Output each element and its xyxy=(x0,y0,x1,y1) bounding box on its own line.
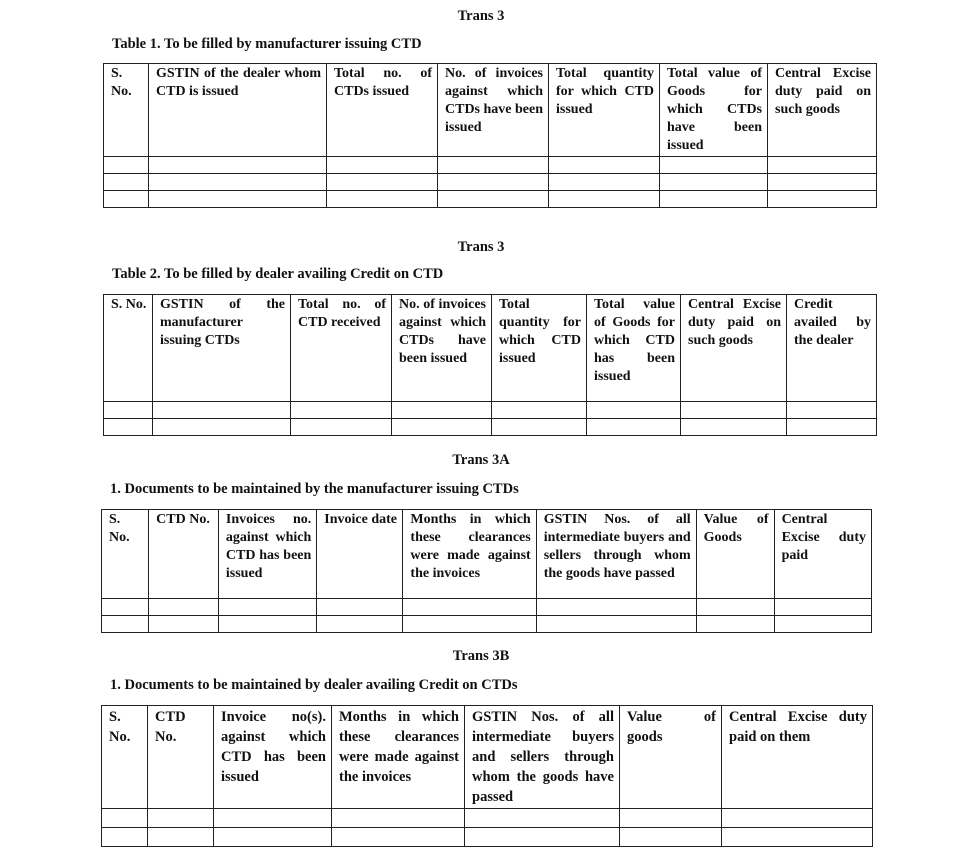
table-cell[interactable] xyxy=(660,174,768,191)
table-cell[interactable] xyxy=(620,828,722,847)
table-cell[interactable] xyxy=(660,191,768,208)
trans-3-heading-2: Trans 3 xyxy=(457,239,505,255)
table-cell[interactable] xyxy=(327,191,438,208)
table-cell[interactable] xyxy=(317,599,403,616)
trans-3a-caption: 1. Documents to be maintained by the manufacturer issuing CTDs xyxy=(110,481,519,497)
table-row xyxy=(102,809,873,828)
table-cell[interactable] xyxy=(104,402,153,419)
table-cell[interactable] xyxy=(102,828,148,847)
column-header: GSTIN Nos. of all intermediate buyers and sellers through whom the goods have passed xyxy=(536,510,696,599)
table-cell[interactable] xyxy=(774,599,871,616)
table-cell[interactable] xyxy=(787,402,877,419)
table-header-row xyxy=(104,64,877,157)
table-cell[interactable] xyxy=(392,419,492,436)
table-row xyxy=(104,157,877,174)
table-cell[interactable] xyxy=(104,419,153,436)
table-cell[interactable] xyxy=(214,828,332,847)
table-row xyxy=(104,419,877,436)
table-row xyxy=(104,174,877,191)
column-header: Months in which these clearances were made against the invoices xyxy=(332,706,465,809)
column-header: Value of goods xyxy=(620,706,722,809)
column-header: Total no. of CTDs issued xyxy=(327,64,438,157)
table-row xyxy=(102,616,872,633)
trans-3b-caption: 1. Documents to be maintained by dealer availing Credit on CTDs xyxy=(110,677,518,693)
table-cell[interactable] xyxy=(149,599,219,616)
column-header: GSTIN Nos. of all intermediate buyers and sellers through whom the goods have passed xyxy=(465,706,620,809)
table-cell[interactable] xyxy=(332,828,465,847)
table-cell[interactable] xyxy=(403,616,536,633)
table-cell[interactable] xyxy=(465,828,620,847)
column-header: Total quantity for which CTD issued xyxy=(549,64,660,157)
table-cell[interactable] xyxy=(492,419,587,436)
column-header: S. No. xyxy=(104,295,153,402)
table-cell[interactable] xyxy=(681,419,787,436)
table-3a xyxy=(101,509,872,633)
column-header: No. of invoices against which CTDs have been issued xyxy=(392,295,492,402)
table-cell[interactable] xyxy=(291,402,392,419)
column-header: Central Excise duty paid on them xyxy=(722,706,873,809)
column-header: S. No. xyxy=(104,64,149,157)
table-1-caption: Table 1. To be filled by manufacturer issuing CTD xyxy=(112,36,422,52)
table-cell[interactable] xyxy=(722,809,873,828)
table-cell[interactable] xyxy=(438,157,549,174)
column-header: GSTIN of the dealer whom CTD is issued xyxy=(149,64,327,157)
table-cell[interactable] xyxy=(465,809,620,828)
table-row xyxy=(102,599,872,616)
table-cell[interactable] xyxy=(492,402,587,419)
table-cell[interactable] xyxy=(218,616,316,633)
column-header: No. of invoices against which CTDs have been issued xyxy=(438,64,549,157)
table-cell[interactable] xyxy=(660,157,768,174)
table-cell[interactable] xyxy=(768,174,877,191)
table-cell[interactable] xyxy=(149,174,327,191)
table-cell[interactable] xyxy=(327,157,438,174)
column-header: Months in which these clearances were made against the invoices xyxy=(403,510,536,599)
column-header: Value of Goods xyxy=(696,510,774,599)
table-header-row xyxy=(104,295,877,402)
table-cell[interactable] xyxy=(774,616,871,633)
table-cell[interactable] xyxy=(438,174,549,191)
table-cell[interactable] xyxy=(148,809,214,828)
table-row xyxy=(104,402,877,419)
table-cell[interactable] xyxy=(291,419,392,436)
table-cell[interactable] xyxy=(549,157,660,174)
column-header: Total quantity for which CTD issued xyxy=(492,295,587,402)
table-cell[interactable] xyxy=(104,157,149,174)
column-header: CTD No. xyxy=(148,706,214,809)
table-cell[interactable] xyxy=(153,419,291,436)
column-header: Central Excise duty paid on such goods xyxy=(681,295,787,402)
table-cell[interactable] xyxy=(104,174,149,191)
column-header: GSTIN of the manufacturer issuing CTDs xyxy=(153,295,291,402)
trans-3a-heading: Trans 3A xyxy=(452,452,510,468)
column-header: Invoice date xyxy=(317,510,403,599)
table-cell[interactable] xyxy=(327,174,438,191)
table-2-caption: Table 2. To be filled by dealer availing Credit on CTD xyxy=(112,266,444,282)
table-cell[interactable] xyxy=(787,419,877,436)
table-cell[interactable] xyxy=(696,599,774,616)
table-cell[interactable] xyxy=(218,599,316,616)
table-cell[interactable] xyxy=(438,191,549,208)
table-cell[interactable] xyxy=(536,599,696,616)
table-cell[interactable] xyxy=(149,191,327,208)
table-row xyxy=(102,828,873,847)
table-1 xyxy=(103,63,877,208)
table-cell[interactable] xyxy=(403,599,536,616)
column-header: Total value of Goods for which CTDs have been issued xyxy=(660,64,768,157)
table-cell[interactable] xyxy=(153,402,291,419)
column-header: Credit availed by the dealer xyxy=(787,295,877,402)
table-cell[interactable] xyxy=(102,616,149,633)
column-header: Central Excise duty paid on such goods xyxy=(768,64,877,157)
table-cell[interactable] xyxy=(549,174,660,191)
table-cell[interactable] xyxy=(332,809,465,828)
table-2 xyxy=(103,294,877,436)
table-cell[interactable] xyxy=(214,809,332,828)
table-cell[interactable] xyxy=(148,828,214,847)
table-cell[interactable] xyxy=(768,157,877,174)
column-header: Invoice no(s). against which CTD has been issued xyxy=(214,706,332,809)
table-header-row xyxy=(102,510,872,599)
table-row xyxy=(104,191,877,208)
table-3b xyxy=(101,705,873,847)
table-cell[interactable] xyxy=(768,191,877,208)
column-header: Central Excise duty paid xyxy=(774,510,871,599)
table-header-row xyxy=(102,706,873,809)
table-cell[interactable] xyxy=(102,809,148,828)
column-header: Invoices no. against which CTD has been issued xyxy=(218,510,316,599)
table-cell[interactable] xyxy=(587,419,681,436)
table-cell[interactable] xyxy=(536,616,696,633)
table-cell[interactable] xyxy=(149,616,219,633)
table-cell[interactable] xyxy=(549,191,660,208)
column-header: Total value of Goods for which CTD has been issued xyxy=(587,295,681,402)
trans-3-heading: Trans 3 xyxy=(457,8,505,24)
column-header: S. No. xyxy=(102,510,149,599)
column-header: CTD No. xyxy=(149,510,219,599)
table-cell[interactable] xyxy=(681,402,787,419)
table-cell[interactable] xyxy=(317,616,403,633)
trans-3b-heading: Trans 3B xyxy=(452,648,510,664)
table-cell[interactable] xyxy=(392,402,492,419)
table-cell[interactable] xyxy=(149,157,327,174)
table-cell[interactable] xyxy=(587,402,681,419)
column-header: S. No. xyxy=(102,706,148,809)
table-cell[interactable] xyxy=(102,599,149,616)
table-cell[interactable] xyxy=(620,809,722,828)
column-header: Total no. of CTD received xyxy=(291,295,392,402)
table-cell[interactable] xyxy=(722,828,873,847)
table-cell[interactable] xyxy=(696,616,774,633)
table-cell[interactable] xyxy=(104,191,149,208)
